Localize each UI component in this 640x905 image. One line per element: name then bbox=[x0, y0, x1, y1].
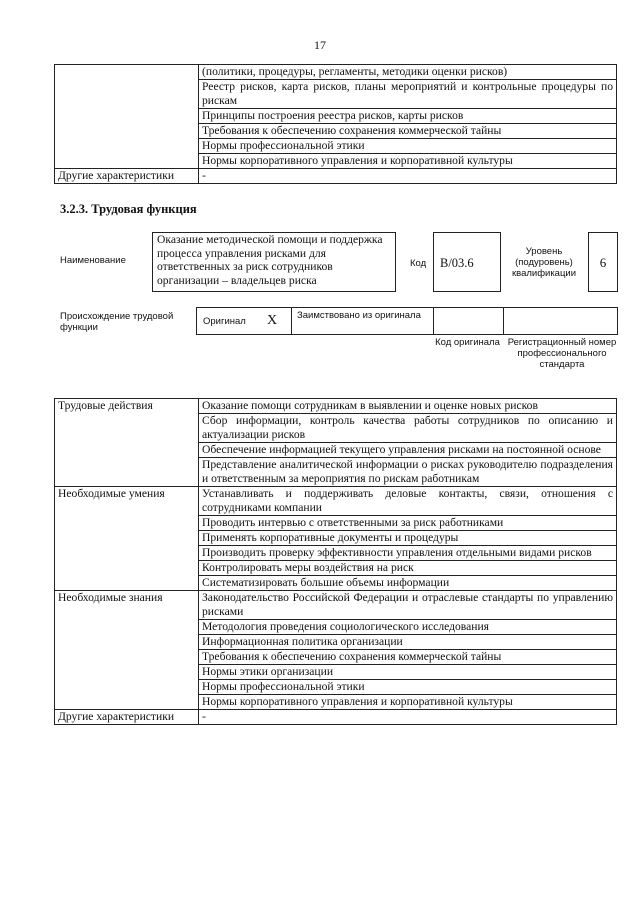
other-characteristics-label: Другие характеристики bbox=[55, 169, 199, 184]
origin-box bbox=[196, 307, 618, 335]
group-label: Необходимые знания bbox=[55, 591, 199, 710]
table-cell: Принципы построения реестра рисков, карты рисков bbox=[199, 109, 617, 124]
level-value-box: 6 bbox=[588, 232, 618, 292]
divider bbox=[433, 308, 434, 334]
table-cell: Нормы корпоративного управления и корпоративной культуры bbox=[199, 154, 617, 169]
borrowed-label: Заимствовано из оригинала bbox=[297, 310, 421, 321]
original-mark: X bbox=[267, 313, 278, 328]
group-label: Трудовые действия bbox=[55, 399, 199, 487]
code-original-caption: Код оригинала bbox=[435, 337, 500, 348]
table-cell: Производить проверку эффективности управления отдельными видами рисков bbox=[199, 546, 617, 561]
table-row bbox=[55, 487, 617, 516]
table-cell-empty bbox=[55, 65, 199, 169]
labor-function-table bbox=[54, 398, 617, 725]
divider bbox=[503, 308, 504, 334]
other-characteristics-value: - bbox=[199, 169, 617, 184]
table-cell: Контролировать меры воздействия на риск bbox=[199, 561, 617, 576]
reg-number-caption: Регистрационный номер профессионального стандарта bbox=[507, 337, 617, 370]
function-name-box: Оказание методической помощи и поддержка процесса управления рисками для ответственных за риск сотрудников организации – владельцев риска bbox=[152, 232, 396, 292]
top-knowledge-table bbox=[54, 64, 617, 184]
code-label: Код bbox=[410, 258, 427, 269]
table-row bbox=[55, 591, 617, 620]
name-label: Наименование bbox=[60, 255, 126, 266]
other-characteristics-value: - bbox=[199, 710, 617, 725]
table-cell: Нормы этики организации bbox=[199, 665, 617, 680]
page-number: 17 bbox=[314, 38, 326, 52]
table-row bbox=[55, 169, 617, 184]
origin-label: Происхождение трудовой функции bbox=[60, 311, 174, 333]
divider bbox=[291, 308, 292, 334]
table-cell: Оказание помощи сотрудникам в выявлении и оценке новых рисков bbox=[199, 399, 617, 414]
table-cell: Сбор информации, контроль качества работы сотрудников по описанию и актуализации рисков bbox=[199, 414, 617, 443]
level-label: Уровень (подуровень) квалификации bbox=[511, 246, 577, 279]
table-cell: Систематизировать большие объемы информации bbox=[199, 576, 617, 591]
original-label: Оригинал bbox=[203, 316, 246, 327]
table-cell: (политики, процедуры, регламенты, методики оценки рисков) bbox=[199, 65, 617, 80]
other-characteristics-label: Другие характеристики bbox=[55, 710, 199, 725]
table-row bbox=[55, 710, 617, 725]
table-cell: Нормы профессиональной этики bbox=[199, 680, 617, 695]
table-row bbox=[55, 399, 617, 414]
table-cell: Применять корпоративные документы и процедуры bbox=[199, 531, 617, 546]
table-cell: Нормы корпоративного управления и корпоративной культуры bbox=[199, 695, 617, 710]
table-cell: Проводить интервью с ответственными за риск работниками bbox=[199, 516, 617, 531]
table-row bbox=[55, 65, 617, 80]
table-cell: Обеспечение информацией текущего управления рисками на постоянной основе bbox=[199, 443, 617, 458]
table-cell: Устанавливать и поддерживать деловые контакты, связи, отношения с сотрудниками компании bbox=[199, 487, 617, 516]
table-cell: Требования к обеспечению сохранения коммерческой тайны bbox=[199, 650, 617, 665]
code-value-box: B/03.6 bbox=[433, 232, 501, 292]
table-cell: Информационная политика организации bbox=[199, 635, 617, 650]
table-cell: Законодательство Российской Федерации и отраслевые стандарты по управлению рисками bbox=[199, 591, 617, 620]
section-title: 3.2.3. Трудовая функция bbox=[60, 202, 197, 216]
table-cell: Нормы профессиональной этики bbox=[199, 139, 617, 154]
table-cell: Представление аналитической информации о рисках руководителю подразделения и ответственным за мероприятия по рискам работникам bbox=[199, 458, 617, 487]
group-label: Необходимые умения bbox=[55, 487, 199, 591]
table-cell: Методология проведения социологического исследования bbox=[199, 620, 617, 635]
table-cell: Требования к обеспечению сохранения коммерческой тайны bbox=[199, 124, 617, 139]
table-cell: Реестр рисков, карта рисков, планы мероприятий и контрольные процедуры по рискам bbox=[199, 80, 617, 109]
